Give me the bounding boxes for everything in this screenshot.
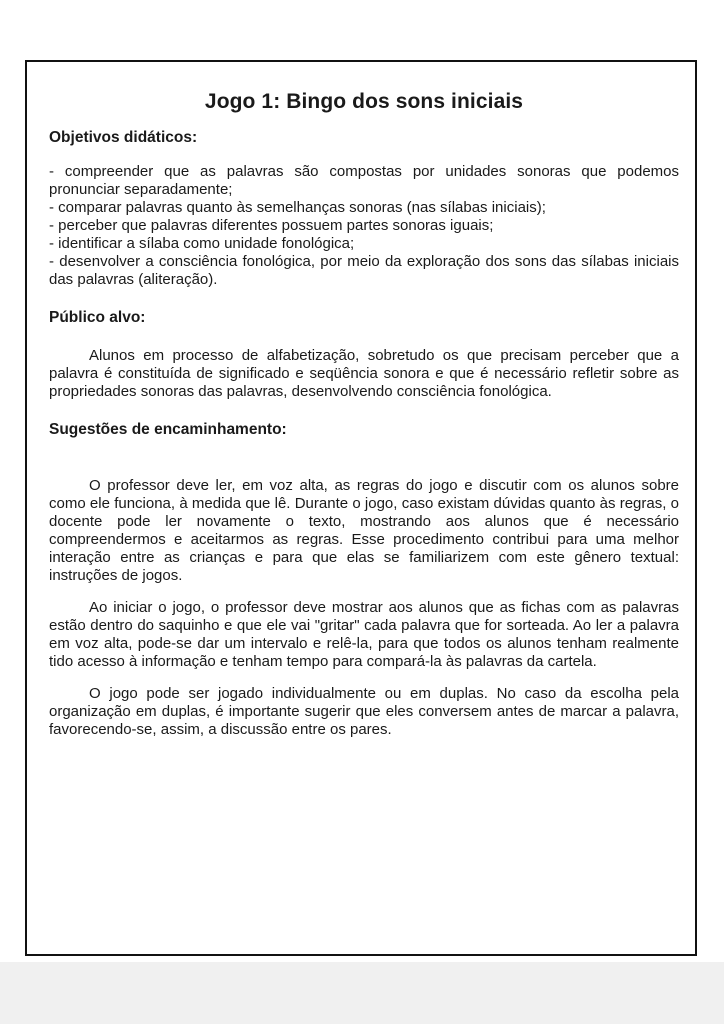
page-bottom-margin — [0, 962, 724, 1024]
list-item: - comparar palavras quanto às semelhanças sonoras (nas sílabas iniciais); — [49, 199, 546, 216]
sugestoes-paragraph-3: O jogo pode ser jogado individualmente ou em duplas. No caso da escolha pela organização em duplas, é importante sugerir que eles conversem antes de marcar a palavra, favorecendo-se, assim, a discussão entre os pares. — [49, 685, 679, 738]
document-title: Jogo 1: Bingo dos sons iniciais — [204, 90, 524, 113]
publico-heading: Público alvo: — [49, 309, 146, 326]
objetivos-list — [49, 163, 679, 289]
page-top-margin — [0, 0, 724, 60]
list-item: - identificar a sílaba como unidade fonológica; — [49, 235, 355, 252]
sugestoes-paragraph-2: Ao iniciar o jogo, o professor deve mostrar aos alunos que as fichas com as palavras estão dentro do saquinho e que ele vai "gritar" cada palavra que for sorteada. Ao ler a palavra em voz alta, pode-se dar um intervalo e relê-la, para que todos os alunos tenham realmente tido acesso à informação e tenham tempo para compará-la às palavras da cartela. — [49, 599, 679, 670]
sugestoes-paragraph-1: O professor deve ler, em voz alta, as regras do jogo e discutir com os alunos sobre como ele funciona, à medida que lê. Durante o jogo, caso existam dúvidas quanto às regras, o docente pode ler novamente o texto, mostrando aos alunos que é necessário compreendermos e aceitarmos as regras. Esse procedimento contribui para uma melhor interação entre as crianças e para que elas se familiarizem com este gênero textual: instruções de jogos. — [49, 477, 679, 584]
sugestoes-heading: Sugestões de encaminhamento: — [49, 421, 287, 438]
list-item: - desenvolver a consciência fonológica, por meio da exploração dos sons das sílabas iniciais das palavras (aliteração). — [49, 253, 679, 288]
document-frame — [25, 60, 697, 956]
list-item: - perceber que palavras diferentes possuem partes sonoras iguais; — [49, 217, 494, 234]
publico-paragraph: Alunos em processo de alfabetização, sobretudo os que precisam perceber que a palavra é constituída de significado e seqüência sonora e que é necessário refletir sobre as propriedades sonoras das palavras, desenvolvendo consciência fonológica. — [49, 347, 679, 400]
objetivos-heading: Objetivos didáticos: — [49, 129, 198, 146]
list-item: - compreender que as palavras são compostas por unidades sonoras que podemos pronunciar separadamente; — [49, 163, 679, 198]
document-content — [49, 90, 679, 739]
